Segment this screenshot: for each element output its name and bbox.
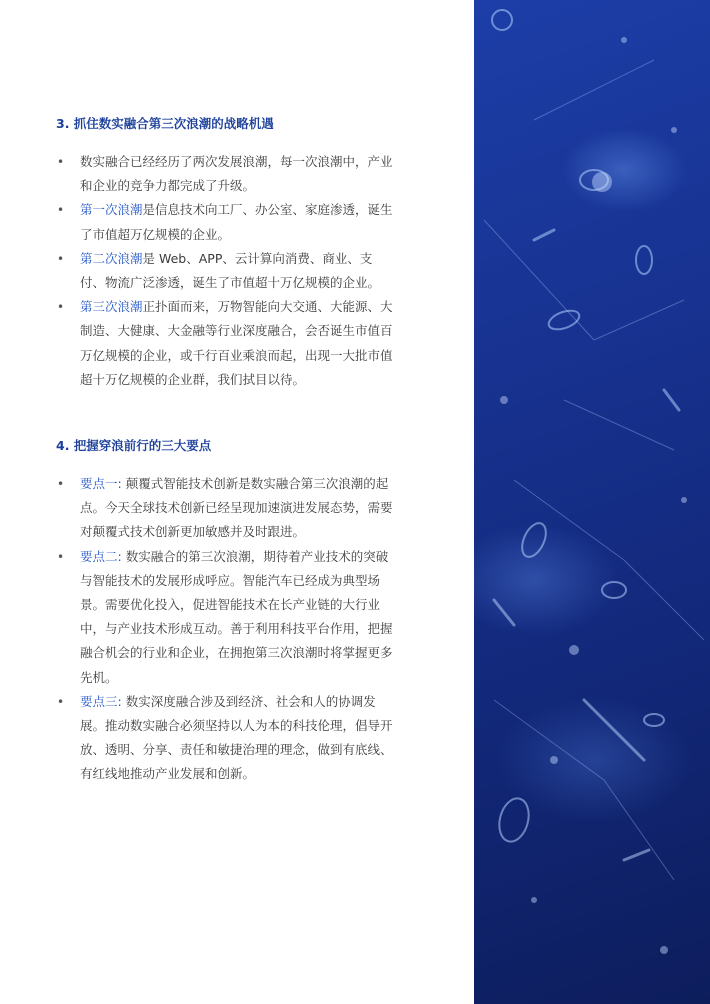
decorative-side-panel bbox=[474, 0, 710, 1004]
section-4-heading: 4. 把握穿浪前行的三大要点 bbox=[56, 438, 212, 453]
list-item bbox=[56, 690, 396, 787]
bullet-text: 是 Web、APP、云计算向消费、商业、支付、物流广泛渗透，诞生了市值超十万亿规模的企业。 bbox=[80, 250, 381, 291]
bullet-key: 要点三: bbox=[80, 693, 122, 709]
bullet-key: 第一次浪潮 bbox=[80, 202, 143, 218]
section-4-list bbox=[56, 472, 396, 787]
list-item bbox=[56, 150, 396, 198]
bullet-text: 正扑面而来，万物智能向大交通、大能源、大制造、大健康、大金融等行业深度融合，会否诞生市值百万亿规模的企业，或千行百业乘浪而起，出现一大批市值超十万亿规模的企业群，我们拭目以待。 bbox=[80, 299, 393, 387]
list-item bbox=[56, 198, 396, 246]
particle-background-graphic bbox=[474, 0, 710, 1004]
bullet-text: 数实融合的第三次浪潮，期待着产业技术的突破与智能技术的发展形成呼应。智能汽车已经成为典型场景。需要优化投入，促进智能技术在长产业链的大行业中，与产业技术形成互动。善于利用科技平台作用，把握融合机会的行业和企业，在拥抱第三次浪潮时将掌握更多先机。 bbox=[80, 548, 393, 685]
bullet-key: 要点二: bbox=[80, 548, 122, 564]
bullet-dot: • bbox=[57, 251, 65, 266]
bullet-dot: • bbox=[57, 155, 65, 169]
bullet-text: 数实深度融合涉及到经济、社会和人的协调发展。推动数实融合必须坚持以人为本的科技伦理，倡导开放、透明、分享、责任和敏捷治理的理念，做到有底线、有红线地推动产业发展和创新。 bbox=[80, 693, 393, 782]
bullet-text: 是信息技术向工厂、办公室、家庭渗透，诞生了市值超万亿规模的企业。 bbox=[80, 202, 393, 242]
bullet-key: 第二次浪潮 bbox=[80, 250, 143, 266]
list-item bbox=[56, 472, 396, 545]
bullet-dot: • bbox=[57, 300, 65, 315]
bullet-dot: • bbox=[57, 694, 65, 709]
list-item bbox=[56, 295, 396, 392]
list-item bbox=[56, 545, 396, 690]
bullet-text: 数实融合已经经历了两次发展浪潮，每一次浪潮中，产业和企业的竞争力都完成了升级。 bbox=[80, 154, 393, 194]
bullet-key: 要点一: bbox=[80, 476, 122, 491]
section-3-heading: 3. 抓住数实融合第三次浪潮的战略机遇 bbox=[56, 116, 274, 131]
bullet-dot: • bbox=[57, 549, 65, 564]
bullet-dot: • bbox=[57, 477, 65, 491]
bullet-key: 第三次浪潮 bbox=[80, 299, 143, 315]
list-item bbox=[56, 247, 396, 295]
section-3-list bbox=[56, 150, 396, 392]
bullet-dot: • bbox=[57, 203, 65, 218]
bullet-text: 颠覆式智能技术创新是数实融合第三次浪潮的起点。今天全球技术创新已经呈现加速演进发展态势，需要对颠覆式技术创新更加敏感并及时跟进。 bbox=[80, 476, 393, 540]
